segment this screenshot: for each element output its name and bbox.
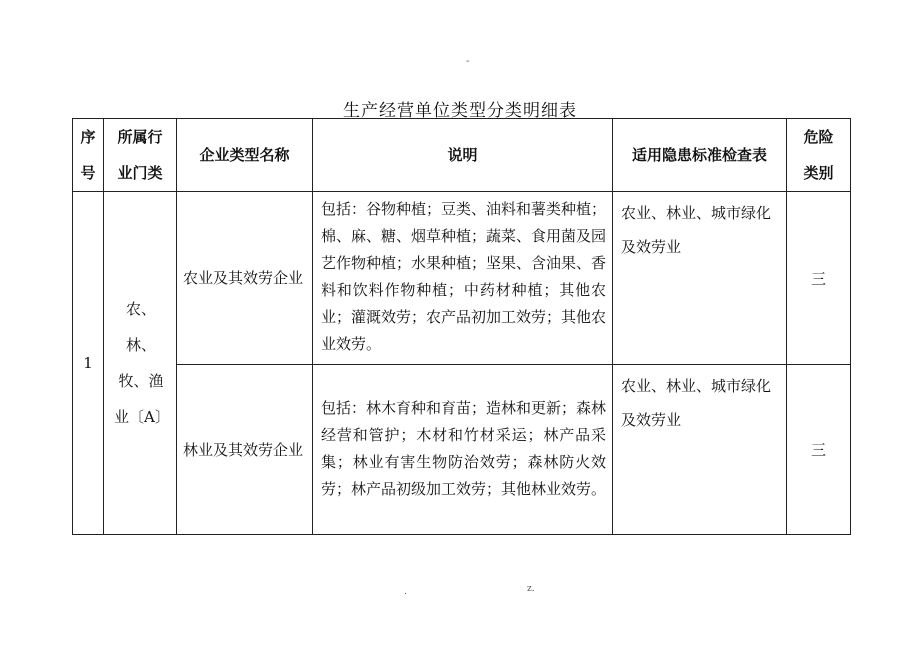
classification-table <box>72 118 851 535</box>
header-enterprise: 企业类型名称 <box>177 119 313 192</box>
enterprise-cell: 林业及其效劳企业 <box>177 365 313 535</box>
table-row <box>73 192 851 365</box>
enterprise-cell: 农业及其效劳企业 <box>177 192 313 365</box>
header-hazard: 危险类别 <box>787 119 851 192</box>
description-cell: 包括：谷物种植；豆类、油料和薯类种植；棉、麻、糖、烟草种植；蔬菜、食用菌及园艺作物种植；水果种植；坚果、含油果、香料和饮料作物种植；中药材种植；其他农业；灌溉效劳；农产品初加工效劳；其他农业效劳。 <box>313 192 613 365</box>
standard-cell: 农业、林业、城市绿化及效劳业 <box>613 365 787 535</box>
hazard-cell: 三 <box>787 365 851 535</box>
header-mark: - <box>466 56 470 67</box>
table-title: 生产经营单位类型分类明细表 <box>343 101 577 121</box>
header-standard: 适用隐患标准检查表 <box>613 119 787 192</box>
header-no: 序号 <box>73 119 104 192</box>
header-industry: 所属行业门类 <box>104 119 177 192</box>
footer-dot: . <box>404 587 407 597</box>
table-row <box>73 365 851 535</box>
hazard-cell: 三 <box>787 192 851 365</box>
industry-cell: 农、林、牧、渔业〔A〕 <box>104 192 177 535</box>
header-description: 说明 <box>313 119 613 192</box>
footer-mark: z. <box>527 584 535 594</box>
group-no-cell: 1 <box>73 192 104 535</box>
standard-cell: 农业、林业、城市绿化及效劳业 <box>613 192 787 365</box>
header-row <box>73 119 851 192</box>
description-cell: 包括：林木育种和育苗；造林和更新；森林经营和管护；木材和竹材采运；林产品采集；林业有害生物防治效劳；森林防火效劳；林产品初级加工效劳；其他林业效劳。 <box>313 365 613 535</box>
